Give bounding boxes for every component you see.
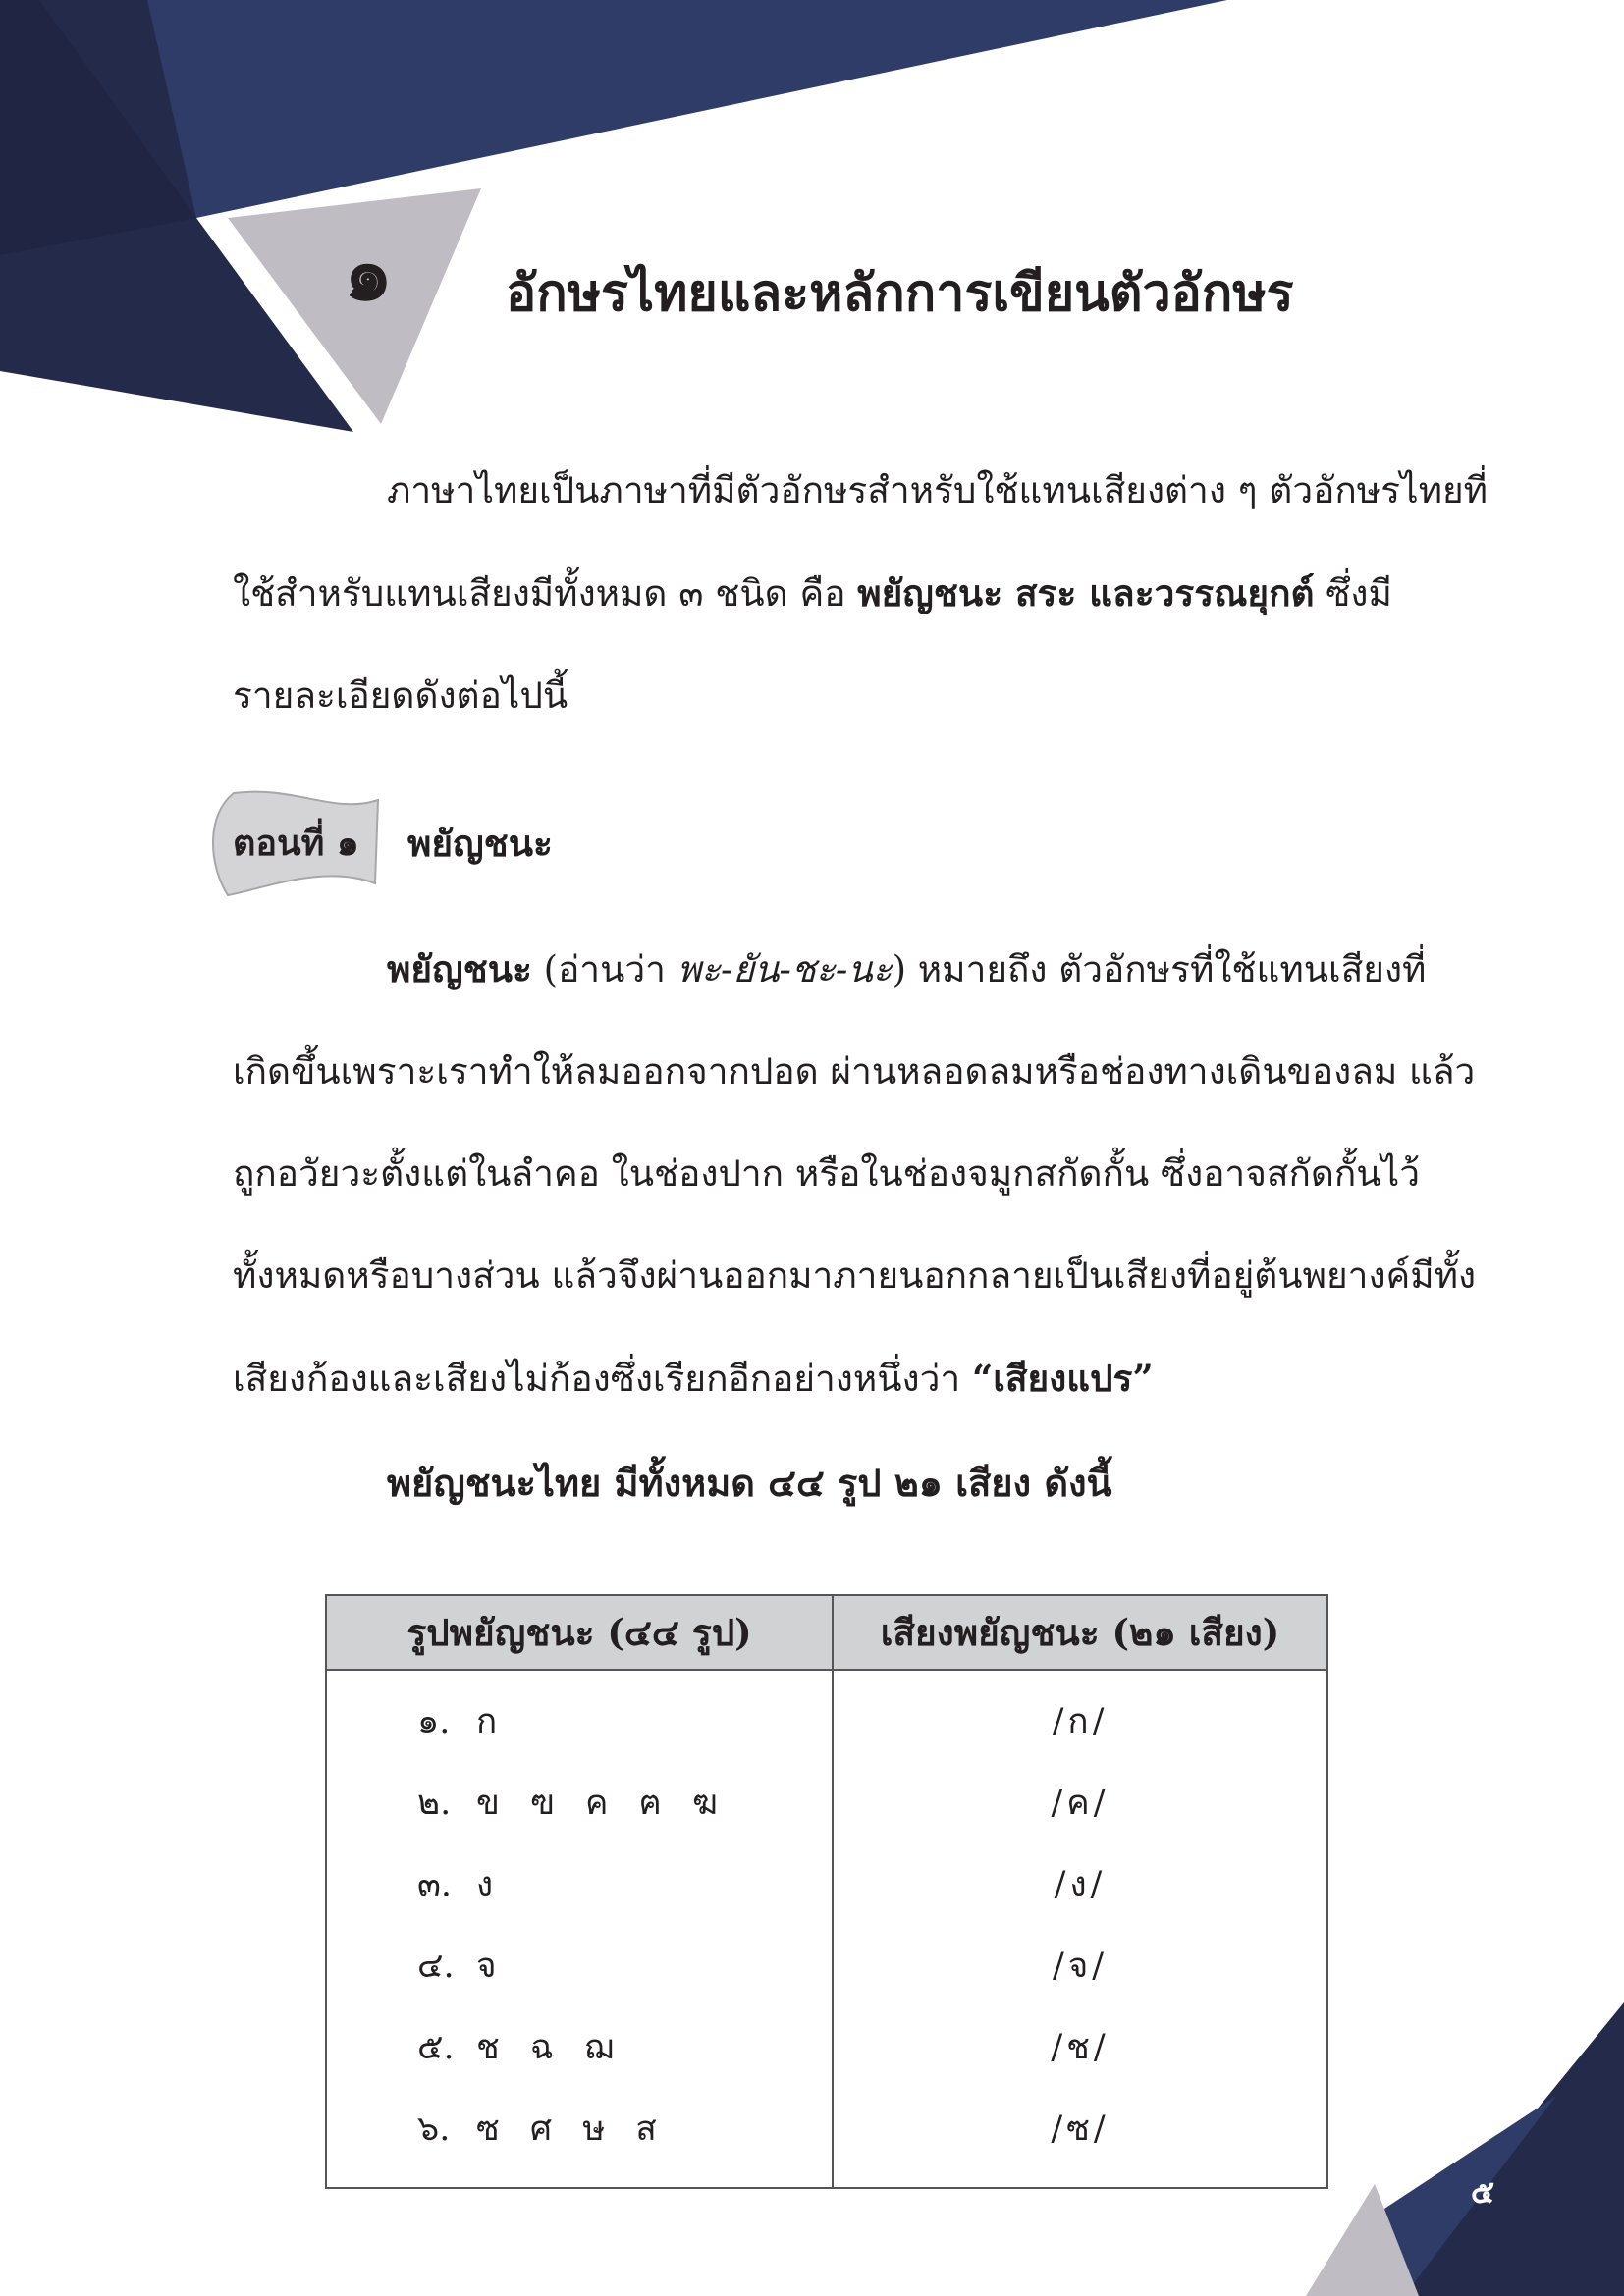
table-row xyxy=(326,2006,1327,2088)
intro-line-2-prefix: ใช้สำหรับแทนเสียงมีทั้งหมด ๓ ชนิด คือ xyxy=(233,572,858,614)
forms-cell xyxy=(326,1762,833,1843)
top-banner-shape xyxy=(39,0,1227,218)
definition-line-4: ทั้งหมดหรือบางส่วน แล้วจึงผ่านออกมาภายนอกกลายเป็นเสียงที่อยู่ต้นพยางค์มีทั้ง xyxy=(233,1255,1477,1297)
sound-cell: /ซ/ xyxy=(833,2088,1327,2188)
consonant-summary: พยัญชนะไทย มีทั้งหมด ๔๔ รูป ๒๑ เสียง ดังนี้ xyxy=(387,1461,1112,1505)
forms-cell xyxy=(326,2088,833,2188)
row-number: ๒. xyxy=(417,1784,452,1823)
forms-cell xyxy=(326,2006,833,2088)
intro-line-3: รายละเอียดดังต่อไปนี้ xyxy=(233,674,568,717)
definition-open: (อ่านว่า xyxy=(531,948,677,990)
row-number: ๑. xyxy=(417,1702,451,1741)
consonant-table xyxy=(325,1594,1328,2189)
header-forms: รูปพยัญชนะ (๔๔ รูป) xyxy=(326,1595,833,1670)
sound-cell: /ก/ xyxy=(833,1670,1327,1762)
row-number: ๕. xyxy=(417,2028,455,2067)
consonant-letters: ช ฉ ฌ xyxy=(476,2028,620,2067)
consonant-letters: ซ ศ ษ ส xyxy=(476,2109,663,2149)
definition-line-3: ถูกอวัยวะตั้งแต่ในลำคอ ในช่องปาก หรือในช่องจมูกสกัดกั้น ซึ่งอาจสกัดกั้นไว้ xyxy=(233,1152,1420,1195)
table-header-row xyxy=(326,1595,1327,1670)
intro-paragraph xyxy=(233,440,1489,747)
consonant-letters: ก xyxy=(476,1702,504,1741)
definition-line-5 xyxy=(233,1327,1391,1430)
chapter-number: ๑ xyxy=(344,229,393,318)
consonant-letters: ง xyxy=(476,1865,500,1904)
table-row xyxy=(326,1762,1327,1843)
sound-cell: /ง/ xyxy=(833,1843,1327,1925)
consonant-letters: ข ฃ ค ฅ ฆ xyxy=(476,1784,725,1823)
row-number: ๖. xyxy=(417,2109,451,2149)
definition-line-1 xyxy=(233,918,1427,1021)
sound-cell: /จ/ xyxy=(833,1925,1327,2006)
sound-cell: /ช/ xyxy=(833,2006,1327,2088)
section-badge-label: ตอนที่ ๑ xyxy=(233,823,359,864)
definition-close: ) หมายถึง ตัวอักษรที่ใช้แทนเสียงที่ xyxy=(892,948,1427,990)
intro-line-1: ภาษาไทยเป็นภาษาที่มีตัวอักษรสำหรับใช้แทนเสียงต่าง ๆ ตัวอักษรไทยที่ xyxy=(387,469,1489,511)
row-number: ๔. xyxy=(417,1947,455,1986)
table-row xyxy=(326,2088,1327,2188)
page-number: ๕ xyxy=(1470,2173,1495,2211)
definition-term: พยัญชนะ xyxy=(387,947,532,990)
definition-line-5-prefix: เสียงก้องและเสียงไม่ก้องซึ่งเรียกอีกอย่างหนึ่งว่า xyxy=(233,1358,972,1400)
sound-cell: /ค/ xyxy=(833,1762,1327,1843)
intro-line-2-bold: พยัญชนะ สระ และวรรณยุกต์ xyxy=(857,571,1315,614)
intro-line-2-suffix: ซึ่งมี xyxy=(1314,572,1392,614)
table-row xyxy=(326,1925,1327,2006)
intro-line-2 xyxy=(233,542,1391,645)
table-row xyxy=(326,1670,1327,1762)
chapter-title: อักษรไทยและหลักการเขียนตัวอักษร xyxy=(506,263,1294,323)
forms-cell xyxy=(326,1843,833,1925)
forms-cell xyxy=(326,1925,833,2006)
definition-pronunciation: พะ-ยัน-ชะ-นะ xyxy=(677,948,893,990)
table-row xyxy=(326,1843,1327,1925)
definition-paragraph xyxy=(233,918,1477,1430)
consonant-letters: จ xyxy=(476,1947,503,1986)
definition-line-5-quote: “เสียงแปร” xyxy=(971,1357,1154,1400)
section-title: พยัญชนะ xyxy=(407,822,553,865)
row-number: ๓. xyxy=(417,1865,453,1904)
definition-line-2: เกิดขึ้นเพราะเราทำให้ลมออกจากปอด ผ่านหลอดลมหรือช่องทางเดินของลม แล้ว xyxy=(233,1050,1476,1093)
header-sounds: เสียงพยัญชนะ (๒๑ เสียง) xyxy=(833,1595,1327,1670)
forms-cell xyxy=(326,1670,833,1762)
